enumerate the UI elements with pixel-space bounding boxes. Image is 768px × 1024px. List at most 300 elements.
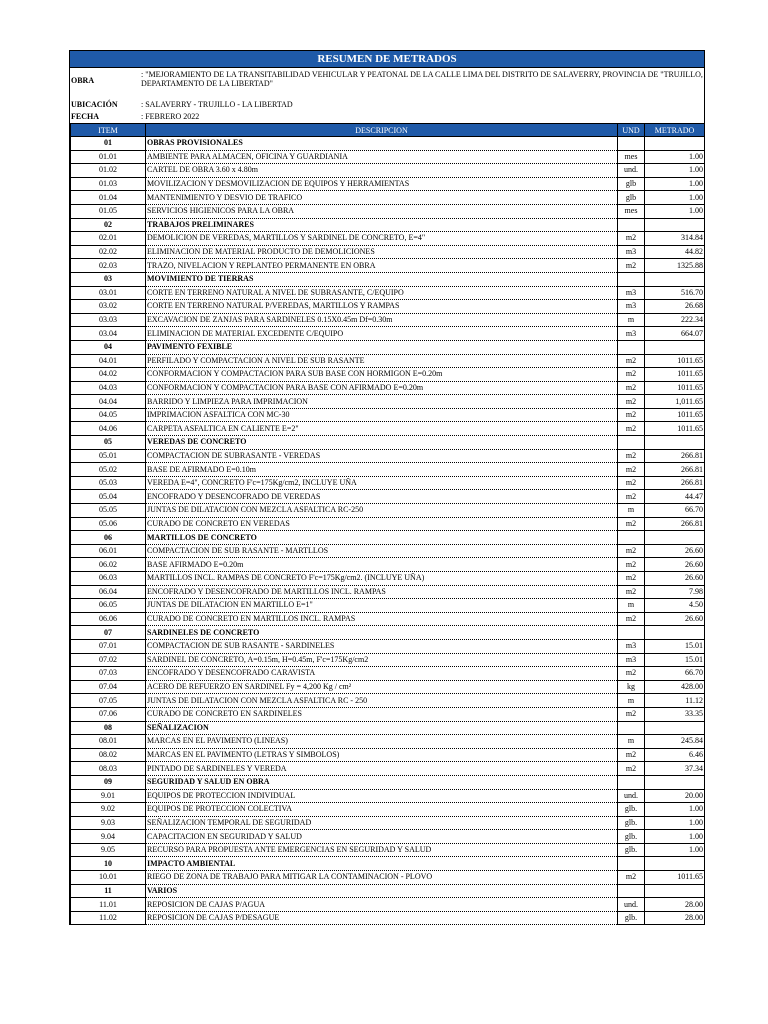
description-cell: SEGURIDAD Y SALUD EN OBRA xyxy=(146,775,618,789)
group-row xyxy=(71,884,705,898)
table-row xyxy=(71,164,705,178)
description-cell: CARPETA ASFALTICA EN CALIENTE E=2" xyxy=(146,422,618,436)
item-cell: 04.01 xyxy=(71,354,146,368)
description-cell: CONFORMACION Y COMPACTACION PARA SUB BASE CON HORMIGON E=0.20m xyxy=(146,368,618,382)
item-cell: 10.01 xyxy=(71,871,146,885)
metrado-cell: 1.00 xyxy=(645,164,705,178)
table-row xyxy=(71,803,705,817)
description-cell: SARDINELES DE CONCRETO xyxy=(146,626,618,640)
metrado-cell: 26.60 xyxy=(645,572,705,586)
metrado-cell: 266.81 xyxy=(645,463,705,477)
metrado-cell: 20.00 xyxy=(645,789,705,803)
unit-cell: m2 xyxy=(618,612,645,626)
metrado-cell xyxy=(645,218,705,232)
item-cell: 9.03 xyxy=(71,816,146,830)
metrado-cell: 1.00 xyxy=(645,177,705,191)
metrado-cell: 516.70 xyxy=(645,286,705,300)
item-cell: 05.03 xyxy=(71,476,146,490)
table-row xyxy=(71,667,705,681)
description-cell: VARIOS xyxy=(146,884,618,898)
description-cell: MOVILIZACION Y DESMOVILIZACION DE EQUIPOS Y HERRAMIENTAS xyxy=(146,177,618,191)
description-cell: ENCOFRADO Y DESENCOFRADO DE VEREDAS xyxy=(146,490,618,504)
description-cell: SARDINEL DE CONCRETO, A=0.15m, H=0.45m, F'c=175Kg/cm2 xyxy=(146,653,618,667)
unit-cell: m2 xyxy=(618,449,645,463)
item-cell: 04.02 xyxy=(71,368,146,382)
metrado-cell: 1011.65 xyxy=(645,422,705,436)
unit-cell: m2 xyxy=(618,517,645,531)
fecha-row xyxy=(70,111,704,123)
unit-cell: glb. xyxy=(618,830,645,844)
item-cell: 05 xyxy=(71,436,146,450)
description-cell: BARRIDO Y LIMPIEZA PARA IMPRIMACION xyxy=(146,395,618,409)
item-cell: 06.02 xyxy=(71,558,146,572)
item-cell: 07.06 xyxy=(71,707,146,721)
item-cell: 08.01 xyxy=(71,735,146,749)
unit-cell xyxy=(618,775,645,789)
unit-cell: m xyxy=(618,694,645,708)
table-row xyxy=(71,245,705,259)
item-cell: 06.04 xyxy=(71,585,146,599)
table-row xyxy=(71,395,705,409)
metrado-cell: 28.00 xyxy=(645,898,705,912)
item-cell: 01.01 xyxy=(71,150,146,164)
item-cell: 05.02 xyxy=(71,463,146,477)
metrado-cell: 1011.65 xyxy=(645,408,705,422)
unit-cell xyxy=(618,857,645,871)
description-cell: TRAZO, NIVELACION Y REPLANTEO PERMANENTE EN OBRA xyxy=(146,259,618,273)
table-row xyxy=(71,871,705,885)
item-cell: 07.01 xyxy=(71,639,146,653)
table-row xyxy=(71,191,705,205)
table-row xyxy=(71,449,705,463)
group-row xyxy=(71,340,705,354)
description-cell: BASE AFIRMADO E=0.20m xyxy=(146,558,618,572)
col-header-metrado: METRADO xyxy=(645,124,705,137)
unit-cell: m3 xyxy=(618,639,645,653)
item-cell: 9.01 xyxy=(71,789,146,803)
item-cell: 02.01 xyxy=(71,232,146,246)
description-cell: EXCAVACION DE ZANJAS PARA SARDINELES 0.15X0.45m Df=0.30m xyxy=(146,313,618,327)
metrado-cell: 314.84 xyxy=(645,232,705,246)
metrado-cell: 11.12 xyxy=(645,694,705,708)
item-cell: 07.04 xyxy=(71,680,146,694)
metrado-cell xyxy=(645,775,705,789)
metrado-cell: 266.81 xyxy=(645,476,705,490)
metrado-cell: 4.50 xyxy=(645,599,705,613)
unit-cell xyxy=(618,531,645,545)
metrado-cell: 1.00 xyxy=(645,830,705,844)
description-cell: EQUIPOS DE PROTECCION INDIVIDUAL xyxy=(146,789,618,803)
metrado-cell: 28.00 xyxy=(645,911,705,925)
item-cell: 03.04 xyxy=(71,327,146,341)
description-cell: CORTE EN TERRENO NATURAL A NIVEL DE SUBRASANTE, C/EQUIPO xyxy=(146,286,618,300)
metrados-table xyxy=(70,123,705,925)
metrado-cell: 1,011.65 xyxy=(645,395,705,409)
item-cell: 01.03 xyxy=(71,177,146,191)
unit-cell: m2 xyxy=(618,422,645,436)
table-row xyxy=(71,911,705,925)
metrado-cell: 15.01 xyxy=(645,653,705,667)
item-cell: 06.06 xyxy=(71,612,146,626)
group-row xyxy=(71,272,705,286)
table-row xyxy=(71,585,705,599)
item-cell: 03.02 xyxy=(71,300,146,314)
project-info xyxy=(70,68,704,123)
description-cell: CARTEL DE OBRA 3.60 x 4.80m xyxy=(146,164,618,178)
item-cell: 04.06 xyxy=(71,422,146,436)
metrado-cell xyxy=(645,857,705,871)
unit-cell: m2 xyxy=(618,368,645,382)
item-cell: 06.05 xyxy=(71,599,146,613)
unit-cell: m2 xyxy=(618,871,645,885)
item-cell: 09 xyxy=(71,775,146,789)
description-cell: IMPRIMACION ASFALTICA CON MC-30 xyxy=(146,408,618,422)
metrado-cell: 1.00 xyxy=(645,191,705,205)
metrado-cell xyxy=(645,884,705,898)
table-row xyxy=(71,463,705,477)
description-cell: ENCOFRADO Y DESENCOFRADO DE MARTILLOS INCL. RAMPAS xyxy=(146,585,618,599)
unit-cell: m xyxy=(618,313,645,327)
table-row xyxy=(71,259,705,273)
metrado-cell: 1.00 xyxy=(645,803,705,817)
item-cell: 01.04 xyxy=(71,191,146,205)
table-row xyxy=(71,490,705,504)
description-cell: COMPACTACION DE SUBRASANTE - VEREDAS xyxy=(146,449,618,463)
item-cell: 02.03 xyxy=(71,259,146,273)
unit-cell: m2 xyxy=(618,558,645,572)
table-row xyxy=(71,735,705,749)
description-cell: REPOSICION DE CAJAS P/AGUA xyxy=(146,898,618,912)
description-cell: MARCAS EN EL PAVIMENTO (LINEAS) xyxy=(146,735,618,749)
unit-cell xyxy=(618,436,645,450)
metrado-cell: 26.60 xyxy=(645,544,705,558)
table-row xyxy=(71,368,705,382)
group-row xyxy=(71,436,705,450)
item-cell: 07.02 xyxy=(71,653,146,667)
unit-cell: m2 xyxy=(618,354,645,368)
metrado-cell xyxy=(645,721,705,735)
table-row xyxy=(71,422,705,436)
description-cell: DEMOLICION DE VEREDAS, MARTILLOS Y SARDINEL DE CONCRETO, E=4" xyxy=(146,232,618,246)
description-cell: EQUIPOS DE PROTECCION COLECTIVA xyxy=(146,803,618,817)
table-row xyxy=(71,300,705,314)
metrado-cell xyxy=(645,436,705,450)
unit-cell: m2 xyxy=(618,463,645,477)
unit-cell: m3 xyxy=(618,300,645,314)
description-cell: MANTENIMIENTO Y DESVIO DE TRAFICO xyxy=(146,191,618,205)
metrado-cell: 26.60 xyxy=(645,612,705,626)
unit-cell: m2 xyxy=(618,762,645,776)
description-cell: JUNTAS DE DILATACION CON MEZCLA ASFALTICA RC - 250 xyxy=(146,694,618,708)
metrado-cell xyxy=(645,272,705,286)
table-row xyxy=(71,558,705,572)
unit-cell: glb. xyxy=(618,911,645,925)
unit-cell: m2 xyxy=(618,585,645,599)
description-cell: TRABAJOS PRELIMINARES xyxy=(146,218,618,232)
table-row xyxy=(71,816,705,830)
metrado-cell: 1011.65 xyxy=(645,368,705,382)
metrado-cell: 66.70 xyxy=(645,667,705,681)
description-cell: RIEGO DE ZONA DE TRABAJO PARA MITIGAR LA CONTAMINACION - PLOVO xyxy=(146,871,618,885)
item-cell: 01.05 xyxy=(71,204,146,218)
table-row xyxy=(71,748,705,762)
table-row xyxy=(71,286,705,300)
unit-cell xyxy=(618,884,645,898)
table-row xyxy=(71,762,705,776)
obra-row xyxy=(70,68,704,96)
metrado-cell: 1011.65 xyxy=(645,354,705,368)
unit-cell: m2 xyxy=(618,259,645,273)
table-row xyxy=(71,572,705,586)
sheet-title: RESUMEN DE METRADOS xyxy=(70,51,704,68)
group-row xyxy=(71,721,705,735)
unit-cell: m3 xyxy=(618,653,645,667)
table-row xyxy=(71,830,705,844)
item-cell: 01 xyxy=(71,137,146,151)
unit-cell: m3 xyxy=(618,286,645,300)
item-cell: 06.03 xyxy=(71,572,146,586)
unit-cell: glb xyxy=(618,177,645,191)
table-row xyxy=(71,313,705,327)
description-cell: AMBIENTE PARA ALMACEN, OFICINA Y GUARDIANIA xyxy=(146,150,618,164)
description-cell: CURADO DE CONCRETO EN SARDINELES xyxy=(146,707,618,721)
description-cell: PERFILADO Y COMPACTACION A NIVEL DE SUB RASANTE xyxy=(146,354,618,368)
unit-cell: m2 xyxy=(618,381,645,395)
item-cell: 05.06 xyxy=(71,517,146,531)
table-row xyxy=(71,707,705,721)
description-cell: VEREDAS DE CONCRETO xyxy=(146,436,618,450)
description-cell: CURADO DE CONCRETO EN MARTILLOS INCL. RAMPAS xyxy=(146,612,618,626)
metrado-cell: 26.60 xyxy=(645,558,705,572)
item-cell: 9.05 xyxy=(71,843,146,857)
group-row xyxy=(71,531,705,545)
metrado-cell: 7.98 xyxy=(645,585,705,599)
unit-cell: m xyxy=(618,599,645,613)
unit-cell: m2 xyxy=(618,395,645,409)
table-row xyxy=(71,408,705,422)
description-cell: ACERO DE REFUERZO EN SARDINEL Fy = 4,200 Kg / cm² xyxy=(146,680,618,694)
group-row xyxy=(71,775,705,789)
description-cell: CONFORMACION Y COMPACTACION PARA BASE CON AFIRMADO E=0.20m xyxy=(146,381,618,395)
unit-cell xyxy=(618,272,645,286)
item-cell: 05.04 xyxy=(71,490,146,504)
unit-cell: m xyxy=(618,735,645,749)
description-cell: CAPACITACION EN SEGURIDAD Y SALUD xyxy=(146,830,618,844)
metrado-cell: 15.01 xyxy=(645,639,705,653)
description-cell: SEÑALIZACION TEMPORAL DE SEGURIDAD xyxy=(146,816,618,830)
item-cell: 06 xyxy=(71,531,146,545)
description-cell: IMPACTO AMBIENTAL xyxy=(146,857,618,871)
description-cell: MARCAS EN EL PAVIMENTO (LETRAS Y SIMBOLOS) xyxy=(146,748,618,762)
table-row xyxy=(71,381,705,395)
description-cell: ELIMINACION DE MATERIAL PRODUCTO DE DEMOLICIONES xyxy=(146,245,618,259)
obra-value: : "MEJORAMIENTO DE LA TRANSITABILIDAD VEHICULAR Y PEATONAL DE LA CALLE LIMA DEL DISTRITO DE SALAVERRY, PROVINCIA DE "TRUJILLO, DEPARTAMENTO DE LA LIBERTAD" xyxy=(141,70,703,88)
description-cell: VEREDA E=4", CONCRETO F'c=175Kg/cm2, INCLUYE UÑA xyxy=(146,476,618,490)
item-cell: 07.03 xyxy=(71,667,146,681)
description-cell: PAVIMENTO FEXIBLE xyxy=(146,340,618,354)
item-cell: 9.02 xyxy=(71,803,146,817)
table-row xyxy=(71,177,705,191)
table-row xyxy=(71,504,705,518)
item-cell: 11.02 xyxy=(71,911,146,925)
metrado-cell: 1325.88 xyxy=(645,259,705,273)
description-cell: CURADO DE CONCRETO EN VEREDAS xyxy=(146,517,618,531)
metrado-cell xyxy=(645,340,705,354)
table-row xyxy=(71,680,705,694)
table-row xyxy=(71,789,705,803)
table-row xyxy=(71,232,705,246)
unit-cell: glb xyxy=(618,191,645,205)
unit-cell xyxy=(618,721,645,735)
item-cell: 05.05 xyxy=(71,504,146,518)
unit-cell: m2 xyxy=(618,572,645,586)
ubicacion-value: : SALAVERRY - TRUJILLO - LA LIBERTAD xyxy=(141,100,293,109)
item-cell: 9.04 xyxy=(71,830,146,844)
item-cell: 05.01 xyxy=(71,449,146,463)
description-cell: PINTADO DE SARDINELES Y VEREDA xyxy=(146,762,618,776)
item-cell: 02.02 xyxy=(71,245,146,259)
ubicacion-label: UBICACIÓN xyxy=(71,100,118,109)
description-cell: RECURSO PARA PROPUESTA ANTE EMERGENCIAS EN SEGURIDAD Y SALUD xyxy=(146,843,618,857)
table-body xyxy=(71,137,705,925)
unit-cell: und. xyxy=(618,789,645,803)
table-row xyxy=(71,898,705,912)
metrado-cell: 1.00 xyxy=(645,816,705,830)
item-cell: 04.05 xyxy=(71,408,146,422)
unit-cell: mes xyxy=(618,150,645,164)
metrado-cell: 1011.65 xyxy=(645,381,705,395)
metrado-cell: 44.82 xyxy=(645,245,705,259)
metrado-cell xyxy=(645,137,705,151)
unit-cell: und. xyxy=(618,164,645,178)
table-row xyxy=(71,204,705,218)
metrado-cell: 1.00 xyxy=(645,150,705,164)
obra-label: OBRA xyxy=(71,76,95,85)
unit-cell: glb. xyxy=(618,803,645,817)
item-cell: 03.03 xyxy=(71,313,146,327)
unit-cell: m2 xyxy=(618,544,645,558)
table-row xyxy=(71,612,705,626)
description-cell: REPOSICION DE CAJAS P/DESAGUE xyxy=(146,911,618,925)
unit-cell: m3 xyxy=(618,327,645,341)
item-cell: 10 xyxy=(71,857,146,871)
fecha-label: FECHA xyxy=(71,112,99,121)
item-cell: 08.03 xyxy=(71,762,146,776)
item-cell: 04.03 xyxy=(71,381,146,395)
item-cell: 04.04 xyxy=(71,395,146,409)
group-row xyxy=(71,626,705,640)
unit-cell xyxy=(618,340,645,354)
table-row xyxy=(71,517,705,531)
table-row xyxy=(71,476,705,490)
description-cell: COMPACTACION DE SUB RASANTE - SARDINELES xyxy=(146,639,618,653)
group-row xyxy=(71,857,705,871)
description-cell: MARTILLOS INCL. RAMPAS DE CONCRETO F'c=175Kg/cm2. (INCLUYE UÑA) xyxy=(146,572,618,586)
metrado-cell: 44.47 xyxy=(645,490,705,504)
item-cell: 03.01 xyxy=(71,286,146,300)
unit-cell: glb. xyxy=(618,843,645,857)
item-cell: 07.05 xyxy=(71,694,146,708)
description-cell: BASE DE AFIRMADO E=0.10m xyxy=(146,463,618,477)
table-row xyxy=(71,639,705,653)
item-cell: 08.02 xyxy=(71,748,146,762)
metrado-cell: 266.81 xyxy=(645,449,705,463)
metrado-cell: 26.68 xyxy=(645,300,705,314)
unit-cell: m2 xyxy=(618,232,645,246)
unit-cell: m2 xyxy=(618,748,645,762)
unit-cell: glb. xyxy=(618,816,645,830)
metrado-cell: 1.00 xyxy=(645,204,705,218)
unit-cell: m2 xyxy=(618,408,645,422)
metrado-cell: 33.35 xyxy=(645,707,705,721)
fecha-value: : FEBRERO 2022 xyxy=(141,112,200,121)
col-header-item: ITEM xyxy=(71,124,146,137)
metrado-cell: 428.00 xyxy=(645,680,705,694)
group-row xyxy=(71,218,705,232)
group-row xyxy=(71,137,705,151)
unit-cell: m xyxy=(618,504,645,518)
col-header-descripcion: DESCRIPCION xyxy=(146,124,618,137)
item-cell: 08 xyxy=(71,721,146,735)
unit-cell: kg xyxy=(618,680,645,694)
ubicacion-row xyxy=(70,96,704,111)
metrados-sheet xyxy=(69,50,705,925)
unit-cell: m2 xyxy=(618,667,645,681)
unit-cell: m2 xyxy=(618,476,645,490)
table-row xyxy=(71,599,705,613)
table-row xyxy=(71,327,705,341)
metrado-cell: 37.34 xyxy=(645,762,705,776)
unit-cell xyxy=(618,218,645,232)
table-row xyxy=(71,843,705,857)
description-cell: ENCOFRADO Y DESENCOFRADO CARAVISTA xyxy=(146,667,618,681)
unit-cell: m3 xyxy=(618,245,645,259)
table-row xyxy=(71,544,705,558)
item-cell: 02 xyxy=(71,218,146,232)
metrado-cell: 6.46 xyxy=(645,748,705,762)
unit-cell: mes xyxy=(618,204,645,218)
description-cell: MOVIMIENTO DE TIERRAS xyxy=(146,272,618,286)
unit-cell: m2 xyxy=(618,707,645,721)
table-header xyxy=(71,124,705,137)
unit-cell xyxy=(618,626,645,640)
metrado-cell: 664.07 xyxy=(645,327,705,341)
description-cell: COMPACTACION DE SUB RASANTE - MARTLLOS xyxy=(146,544,618,558)
unit-cell: m2 xyxy=(618,490,645,504)
item-cell: 11 xyxy=(71,884,146,898)
description-cell: MARTILLOS DE CONCRETO xyxy=(146,531,618,545)
description-cell: SEÑALIZACION xyxy=(146,721,618,735)
metrado-cell xyxy=(645,531,705,545)
item-cell: 11.01 xyxy=(71,898,146,912)
unit-cell: und. xyxy=(618,898,645,912)
table-row xyxy=(71,653,705,667)
metrado-cell: 266.81 xyxy=(645,517,705,531)
metrado-cell: 245.84 xyxy=(645,735,705,749)
item-cell: 06.01 xyxy=(71,544,146,558)
item-cell: 07 xyxy=(71,626,146,640)
description-cell: SERVICIOS HIGIENICOS PARA LA OBRA xyxy=(146,204,618,218)
item-cell: 01.02 xyxy=(71,164,146,178)
metrado-cell: 66.70 xyxy=(645,504,705,518)
metrado-cell: 222.34 xyxy=(645,313,705,327)
description-cell: OBRAS PROVISIONALES xyxy=(146,137,618,151)
col-header-und: UND xyxy=(618,124,645,137)
unit-cell xyxy=(618,137,645,151)
description-cell: ELIMINACION DE MATERIAL EXCEDENTE C/EQUIPO xyxy=(146,327,618,341)
metrado-cell xyxy=(645,626,705,640)
description-cell: CORTE EN TERRENO NATURAL P/VEREDAS, MARTILLOS Y RAMPAS xyxy=(146,300,618,314)
